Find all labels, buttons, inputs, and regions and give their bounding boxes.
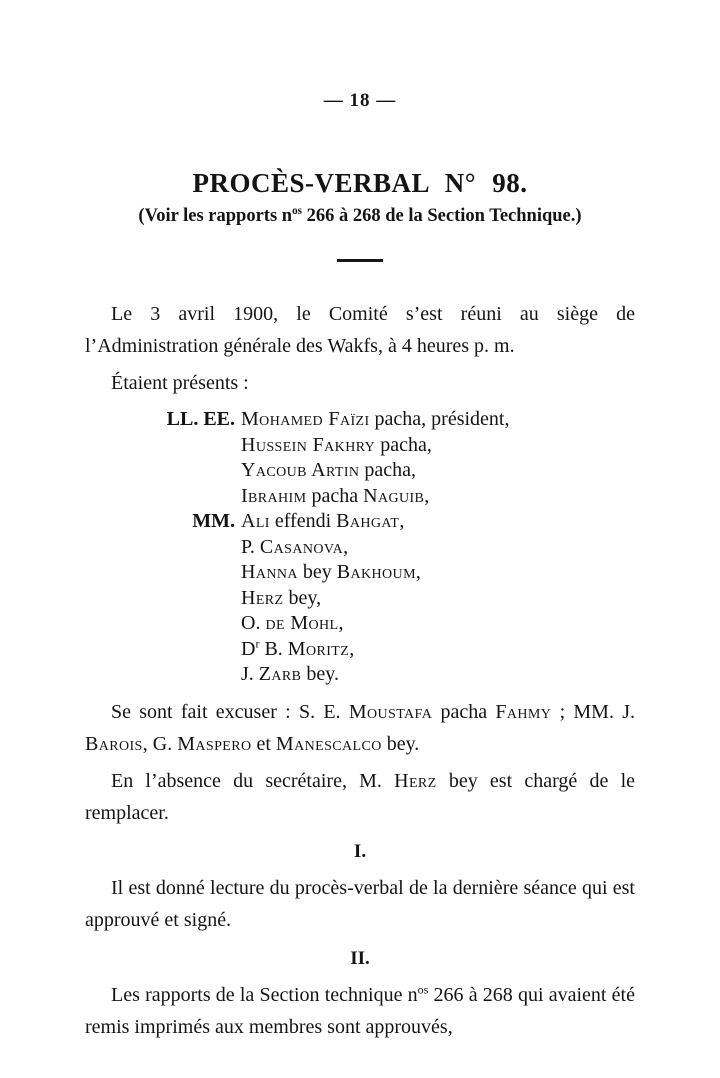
attendee-name: Ali effendi Bahgat,: [241, 510, 405, 532]
attendee-group-prefix: [85, 535, 241, 561]
attendee-row: [85, 458, 635, 484]
sections-container: [85, 841, 635, 1043]
absence-paragraph: En l’absence du secrétaire, M. Herz bey est chargé de le remplacer.: [85, 769, 635, 824]
attendee-group-prefix: LL. EE.: [166, 408, 235, 430]
section-divider: [337, 259, 383, 262]
attendee-group-prefix: [85, 662, 241, 688]
section-heading: II.: [350, 947, 370, 969]
attendee-group-prefix: [85, 611, 241, 637]
page-number: — 18 —: [323, 90, 397, 111]
subtitle: (Voir les rapports $n^{os}$ 266 à 268 de la Section Technique.): [138, 204, 582, 226]
attendee-group-prefix: [85, 484, 241, 510]
attendee-row: [85, 586, 635, 612]
attendee-name: Hanna bey Bakhoum,: [241, 561, 421, 583]
attendee-row: [85, 509, 635, 535]
attendee-name: P. Casanova,: [241, 535, 349, 558]
attendee-group-prefix: [85, 433, 241, 459]
attendee-name: J. Zarb bey.: [241, 663, 339, 685]
attendee-group-prefix: [85, 637, 241, 663]
attendee-name: O. de Mohl,: [241, 612, 344, 634]
attendee-group-prefix: [85, 586, 241, 612]
attendee-name: Hussein Fakhry pacha,: [241, 433, 432, 456]
attendee-group-prefix: [85, 458, 241, 484]
attendee-name: Yacoub Artin pacha,: [241, 459, 417, 481]
attendee-list: [85, 407, 635, 688]
attendee-row: [85, 611, 635, 637]
attendee-name: Ibrahim pacha Naguib,: [241, 484, 430, 507]
attendee-row: [85, 535, 635, 561]
attendee-name: Herz bey,: [241, 586, 322, 609]
intro-paragraph: Le 3 avril 1900, le Comité s’est réuni au siège de l’Administration générale des Wakfs, à 4 heures p. m.: [85, 303, 635, 357]
attendee-row: [85, 637, 635, 663]
attendee-row: [85, 433, 635, 459]
section-paragraph: Les rapports de la Section technique $n^{os}$ 266 à 268 qui avaient été remis imprimés aux membres sont approuvés,: [85, 981, 635, 1038]
excused-paragraph: Se sont fait excuser : S. E. Moustafa pacha Fahmy ; MM. J. Barois, G. Maspero et Manescalco bey.: [85, 700, 635, 755]
page-title: PROCÈS-VERBAL N° 98.: [192, 168, 528, 198]
attendee-row: [85, 662, 635, 688]
attendee-row: [85, 484, 635, 510]
attendee-name: $D^r$ B. Moritz,: [241, 635, 355, 660]
attendee-group-prefix: [85, 560, 241, 586]
attendee-group-prefix: MM.: [192, 510, 235, 532]
presents-line: Étaient présents :: [111, 372, 249, 394]
section-heading: I.: [353, 840, 367, 862]
section-paragraph: Il est donné lecture du procès-verbal de la dernière séance qui est approuvé et signé.: [85, 876, 635, 931]
attendee-name: Mohamed Faïzi pacha, président,: [241, 408, 510, 430]
attendee-row: [85, 407, 635, 433]
attendee-row: [85, 560, 635, 586]
